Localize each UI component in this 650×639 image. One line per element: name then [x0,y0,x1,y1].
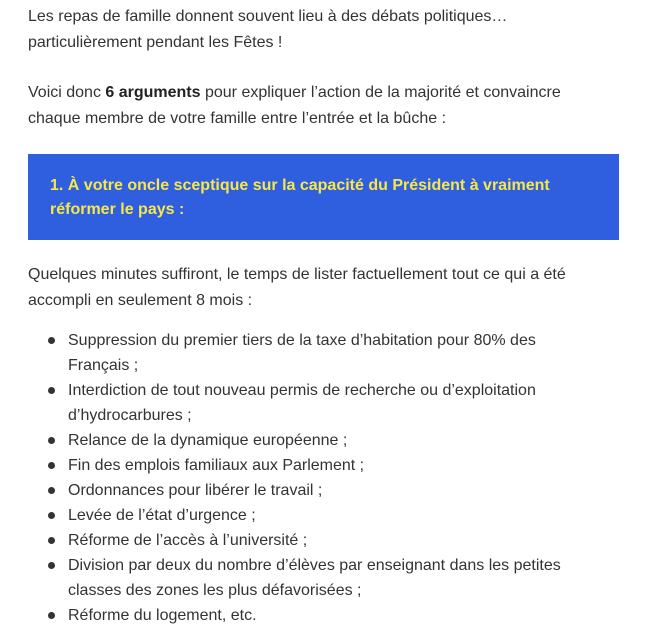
list-item [46,503,622,528]
highlight-line-1: 1. À votre oncle sceptique sur la capacité du Président à vraiment [50,177,550,194]
arguments-count: 6 arguments [105,84,201,101]
bullet-icon [48,487,55,494]
bullet-icon [48,562,55,569]
bullet-icon [48,537,55,544]
list-item [46,603,622,628]
minutes-paragraph [28,262,622,314]
bullet-icon [48,437,55,444]
list-item-text-cont: d’hydrocarbures ; [68,407,192,424]
list-item-text-cont: classes des zones les plus défavorisées ; [68,582,362,599]
highlight-heading [50,174,597,222]
list-item [46,478,622,503]
list-item [46,553,622,603]
intro-line-2: particulièrement pendant les Fêtes ! [28,34,283,51]
list-item-text: Division par deux du nombre d’élèves par enseignant dans les petites [68,557,561,574]
bullet-icon [48,512,55,519]
list-item-text: Fin des emplois familiaux aux Parlement ; [68,457,365,474]
list-item [46,528,622,553]
highlight-box [28,154,619,240]
list-item-text: Ordonnances pour libérer le travail ; [68,482,323,499]
bullet-icon [48,387,55,394]
list-item-text: Levée de l’état d’urgence ; [68,507,256,524]
list-item [46,428,622,453]
arguments-paragraph [28,80,622,132]
list-item-text: Relance de la dynamique européenne ; [68,432,348,449]
list-item-text: Interdiction de tout nouveau permis de recherche ou d’exploitation [68,382,536,399]
list-item [46,328,622,378]
intro-paragraph [28,0,622,56]
arguments-suffix: pour expliquer l’action de la majorité et convaincre [200,84,561,101]
list-item-text-cont: Français ; [68,357,139,374]
accomplishments-list [28,328,622,628]
arguments-prefix: Voici donc [28,84,106,101]
minutes-line-2: accompli en seulement 8 mois : [28,292,253,309]
arguments-line-2: chaque membre de votre famille entre l’entrée et la bûche : [28,110,447,127]
list-item-text: Réforme du logement, etc. [68,607,257,624]
bullet-icon [48,612,55,619]
bullet-icon [48,462,55,469]
highlight-line-2: réformer le pays : [50,201,185,218]
minutes-line-1: Quelques minutes suffiront, le temps de lister factuellement tout ce qui a été [28,266,566,283]
intro-line-1: Les repas de famille donnent souvent lieu à des débats politiques… [28,8,508,25]
list-item [46,453,622,478]
list-item-text: Suppression du premier tiers de la taxe d’habitation pour 80% des [68,332,536,349]
bullet-icon [48,337,55,344]
list-item-text: Réforme de l’accès à l’université ; [68,532,308,549]
list-item [46,378,622,428]
